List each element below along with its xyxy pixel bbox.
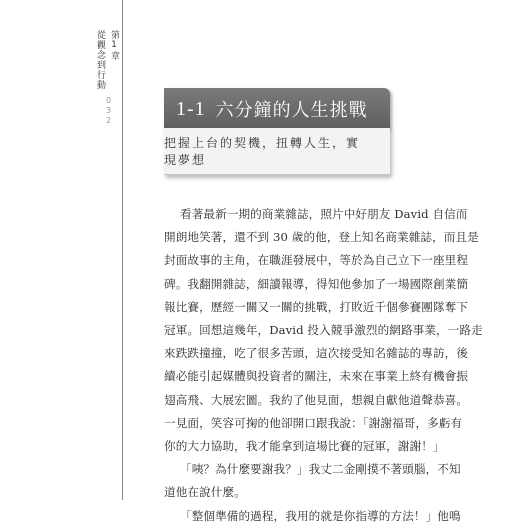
body-line: 「咦？為什麼要謝我？」我丈二金剛摸不著頭腦，不知 xyxy=(180,462,461,477)
body-line: 一見面，笑容可掬的他卻開口跟我說：「謝謝福哥，多虧有 xyxy=(164,415,463,430)
body-line: 封面故事的主角，在職涯發展中，等於為自己立下一座里程 xyxy=(164,253,469,268)
section-subtitle: 把握上台的契機，扭轉人生，實現夢想 xyxy=(164,136,361,167)
chapter-title: 從觀念到行動 xyxy=(95,30,105,90)
chapter-side-tab xyxy=(95,30,120,126)
body-line: 冠軍。回想這幾年，David 投入競爭激烈的網路事業，一路走 xyxy=(164,323,483,338)
body-line: 你的大力協助，我才能拿到這場比賽的冠軍，謝謝！」 xyxy=(164,439,445,454)
body-line: 報比賽，歷經一關又一關的挑戰，打敗近千個參賽團隊奪下 xyxy=(164,299,469,314)
margin-rule xyxy=(122,0,123,500)
body-line: 來跌跌撞撞，吃了很多苦頭，這次接受知名雜誌的專訪，後 xyxy=(164,346,469,361)
section-number: 1-1 xyxy=(176,97,206,120)
body-line: 碑。我翻開雜誌，細讀報導，得知他參加了一場國際創業簡 xyxy=(164,276,469,291)
section-title-banner xyxy=(164,88,390,130)
section-title: 六分鐘的人生挑戰 xyxy=(215,100,368,121)
body-line: 翅高飛、大展宏圖。我約了他見面，想親自獻他道聲恭喜。 xyxy=(164,392,469,407)
page-number: 032 xyxy=(104,96,113,126)
body-line: 「整個準備的過程，我用的就是你指導的方法！」他鳴 xyxy=(180,508,461,523)
section-subtitle-box xyxy=(164,128,390,175)
body-line: 道他在說什麼。 xyxy=(164,485,246,500)
body-text xyxy=(164,203,483,528)
body-line: 看著最新一期的商業雜誌，照片中好朋友 David 自信而 xyxy=(180,207,468,221)
body-line: 續必能引起媒體與投資者的關注，未來在事業上終有機會振 xyxy=(164,369,469,384)
chapter-label: 第1章 xyxy=(109,30,119,61)
body-line: 開朗地笑著，還不到 30 歲的他，登上知名商業雜誌，而且是 xyxy=(164,230,479,245)
